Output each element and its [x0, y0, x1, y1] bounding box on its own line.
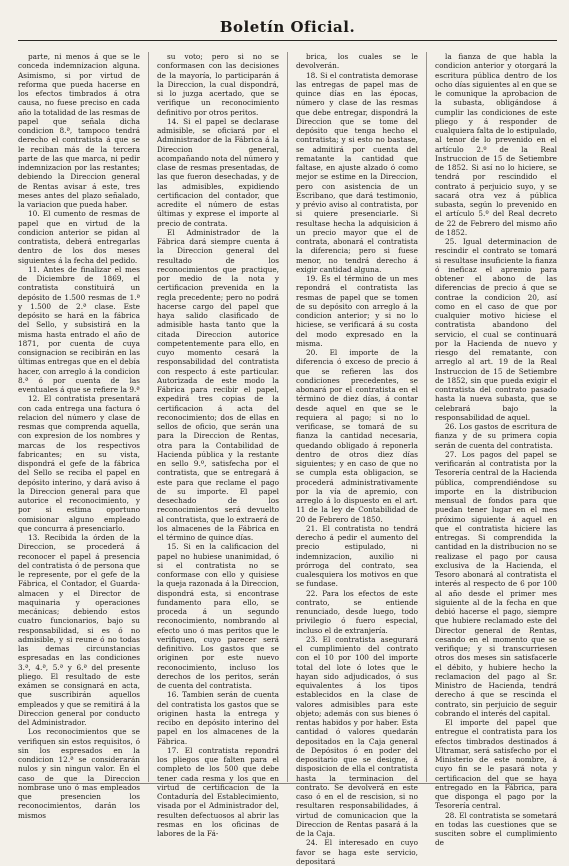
paragraph: 10. El cumento de resmas de papel que en virtud de la condicion anterior se pidan al contratista, deberá entregarlas dentro de los dos meses siguientes á la fecha del pedido.: [18, 209, 140, 265]
paragraph: su voto; pero si no se conformasen con las decisiones de la mayoría, lo participarán á la Direccion, la cual dispondrá, si lo juzga acertado, que se verifique un reconocimiento definitivo por otros peritos.: [157, 52, 279, 117]
paragraph: El Administrador de la Fábrica dará siempre cuenta á la Direccion general del resultado de los reconocimientos que practique, por medio de la nota y certificacion prevenida en la regla precedente; pero no podrá hacerse cargo del papel que haya salido clasificado de admisible hasta tanto que la citada Direccion autorice competentemente para ello, en cuyo momento cesará la responsabilidad del contratista con respecto á este particular. Autorizada de este modo la Fábrica para recibir el papel, expedirá tres copias de la certificacion á acta del reconocimiento; dos de ellas en sellos de oficio, que serán una para la Direccion de Rentas, otra para la Contabilidad de Hacienda pública y la restante en sello 9.º, satisfecha por el contratista, que se entregará á este para que reclame el pago de su importe. El papel desechado de los reconocimientos será devuelto al contratista, que lo extraerá de los almacenes de la Fábrica en el término de quince días.: [157, 227, 279, 542]
column-divider: [148, 52, 149, 782]
paragraph: Los reconocimientos que se verifiquen sin estos requisitos, ó sin los espresados en la condicion 12.ª se considerarán nulos y sin ningun valor. En el caso de que la Direccion nombrase uno ó mas empleados que presencien los reconocimientos, darán los mismos: [18, 727, 140, 820]
paragraph: 16. Tambien serán de cuenta del contratista los gastos que se originen hasta la entrega y recibo en depósito interino del papel en los almacenes de la Fábrica.: [157, 690, 279, 746]
paragraph: 17. El contratista repondrá los pliegos que falten para el completo de los 500 que debe tener cada resma y los que en virtud de certificacion de la Contaduría del Establecimiento, visada por el Administrador del, resulten defectuosos al abrir las resmas en los oficinas de labores de la Fá-: [157, 745, 279, 838]
column-4: [435, 52, 557, 848]
paragraph: brica, los cuales se le devolverán.: [296, 52, 418, 71]
paragraph: 26. Los gastos de escritura de fianza y de su primera copia serán de cuenta del contratista.: [435, 422, 557, 450]
paragraph: 13. Recibida la órden de la Direccion, se procederá á reconocer el papel á presencia del contratista ó de persona que le represente, por el gefe de la Fábrica, el Contador, el Guarda-almacen y el Director de maquinaria y operaciones mecánicas; debiendo estos cuatro funcionarios, bajo su responsabilidad, si es ó no admisible, y si reune ó no todas las demas circunstancias espresadas en las condiciones 3.ª, 4.ª, 5.ª y 6.ª del presente pliego. El resultado de este exámen se consignará en acta, que suscribirán aquellos empleados y que se remitirá á la Direccion general por conducto del Administrador.: [18, 533, 140, 727]
column-1: [18, 52, 140, 820]
page-header: [18, 10, 557, 42]
paragraph: 28. El contratista se sometará en todas las cuestiones que se susciten sobre el cumplimiento de: [435, 810, 557, 848]
paragraph: 21. El contratista no tendrá derecho á pedir el aumento del precio estipulado, ni indemnizacion, auxilio ni prórroga del contrato, sea cualesquiera los motivos en que se fundase.: [296, 523, 418, 589]
paragraph: 19. Es el término de un mes repondrá el contratista las resmas de papel que se tomen de su depósito con arreglo á la condicion anterior; y si no lo hiciese, se verificará á su costa del modo expresado en la misma.: [296, 274, 418, 348]
paragraph: 27. Los pagos del papel se verificarán al contratista por la Tesorería central de la Hacienda pública, comprendiéndose su importe en la distribucion mensual de fondos para que puedan tener lugar en el mes próximo siguiente á aquel en que el contratista hiciere las entregas. Si comprendida la cantidad en la distribucion no se realizase el pago por causa exclusiva de la Hacienda, el Tesoro abonará al contratista el interés al respecto de 6 por 100 al año desde el primer mes siguiente al de la fecha en que debió hacerse el pago, siempre que hubiere reclamado este del Director general de Rentas, cesando en el momento que se verifique; y si transcurriesen otros dos meses sin satisfacerle el débito, y hubiere hecho la reclamacion del pago al Sr. Ministro de Hacienda, tendrá derecho á que se rescinda el contrato, sin perjuicio de seguir cobrando el interés del capital.: [435, 449, 557, 718]
paragraph: 11. Antes de finalizar el mes de Diciembre de 1869, el contratista constituirá un depósito de 1.500 resmas de 1.ª y 1.500 de 2.ª clase. Este depósito se hará en la fábrica del Sello, y subsistirá en la misma hasta entrado el año de 1871, por cuenta de cuya consignacion se recibirán en las últimas entregas que en el debía hacer, con arreglo á la condicion 8.ª ó por cuenta de las eventuales á que se refiere la 9.ª: [18, 264, 140, 394]
paragraph: 22. Para los efectos de este contrato, se entiende renunciado, desde luego, todo privilegio ó fuero especial, incluso el de extranjería.: [296, 588, 418, 635]
paragraph: 25. Igual determinacion de rescindir el contrato se tomará si resultase insuficiente la fianza ó ineficaz el apremio para obtener el abono de las diferencias de precio á que se contrae la condicion 20, así como en el caso de que por cualquier motivo hiciese el contratista abandono del servicio, el cual se continuará por la Hacienda de nuevo y riesgo del rematante, con arreglo al art. 19 de la Real Instruccion de 15 de Setiembre de 1852, sin que pueda exigir el contratista del contrato pasado hasta la nueva subasta, que se celebrará bajo la responsabilidad de aquel.: [435, 237, 557, 422]
paragraph: 14. Si el papel se declarase admisible, se oficiará por el Administrador de la Fábrica á la Direccion general, acompañando nota del número y clase de resmas presentadas, de las que fueron desechadas, y de las admisibles, expidiendo certificacion del contador, que acredite el número de estas últimas y exprese el importe al precio de contrata.: [157, 116, 279, 228]
column-divider: [426, 52, 427, 782]
paragraph: 12. El contratista presentará con cada entrega una factura ó relacion del número y clase de resmas que comprenda aquella, con expresion de los nombres y marcas de los respectivos fabricantes; en su vista, dispondrá el gefe de la fábrica del Sello se reciba el papel en depósito interino, y dará aviso á la Direccion general para que autorice el reconocimiento, y por si estima oportuno comisionar alguno empleado que concurra á presenciarlo.: [18, 394, 140, 533]
paragraph: El importe del papel que entregue el contratista para los efectos timbrados destinados á Ultramar, será satisfecho por el Ministerio de este nombre, á cuyo fin se le pasará nota y certificacion del que se haya entregado en la Fábrica, para que disponga el pago por la Tesorería central.: [435, 718, 557, 811]
footer-rule: [18, 783, 557, 784]
header-rule: [18, 40, 557, 41]
article-columns: [18, 52, 557, 866]
paragraph: 18. Si el contratista demorase las entregas de papel mas de quince días en las épocas, número y clase de las resmas que debe entregar, dispondrá la Direccion que se tome del depósito que tenga hecho el contratista; y si esto no bastase, se admitirá por cuenta del rematante la cantidad que faltase, en ajuste alzado ó como mejor se estime en la Direccion, pero con asistencia de un Escribano, que dará testimonio, y prévio aviso al contratista, por si quiere presenciarle. Si resultase hecha la adquisicion á un precio mayor que el de contrata, abonará el contratista la diferencia; pero si fuese menor, no tendrá derecho á exigir cantidad alguna.: [296, 70, 418, 274]
column-divider: [287, 52, 288, 782]
page-title: Boletín Oficial.: [219, 18, 356, 36]
paragraph: 15. Si en la calificacion del papel no hubiese unanimidad, ó si el contratista no se conformase con ello y quisiese la queja razonada á la Direccion, dispondrá esta, si encontrase fundamento para ello, se proceda á un segundo reconocimiento, nombrando al efecto uno ó mas peritos que le verifiquen, cuyo parecer será definitivo. Los gastos que se originen por este nuevo reconocimiento, incluso los derechos de los peritos, serán de cuenta del contratista.: [157, 542, 279, 690]
paragraph: parte, ni menos á que se le conceda indemnizacion alguna. Asimismo, si por virtud de reforma que pueda hacerse en los efectos timbrados á otra causa, no fuese preciso en cada año la totalidad de las resmas de papel que señala dicha condicion 8.ª, tampoco tendrá derecho el contratista á que se le reciban más de la tercera parte de las que marca, ni pedir indemnizacion por las restantes; debiendo la Direccion general de Rentas avisar á este, tres meses antes del plazo señalado, la variacion que pueda haber.: [18, 52, 140, 209]
paragraph: 20. El importe de la diferencia ó exceso de precio á que se refieren las dos condiciones precedentes, se abonará por el contratista en el término de diez días, á contar desde aquel en que se le requiera al pago; si no lo verificase, se tomará de su fianza la cantidad necesaria, quedando obligado á reponerla dentro de otros diez días siguientes; y en caso de que no se cumpla esta obligacion, se procederá administrativamente por la vía de apremio, con arreglo á lo dispuesto en el art. 11 de la ley de Contabilidad de 20 de Febrero de 1850.: [296, 348, 418, 524]
paragraph: la fianza de que habla la condicion anterior y otorgará la escritura pública dentro de los ocho días siguientes al en que se le comunique la aprobacion de la subasta, obligándose á cumplir las condiciones de este pliego y á responder de cualquiera falta de lo estipulado, al tenor de lo prevenido en el artículo 2.º de la Real Instruccion de 15 de Setiembre de 1852. Si así no lo hiciere, se tendrá por rescindido el contrato á perjuicio suyo, y se sacará otra vez á pública subasta, según lo prevenido en el artículo 5.º del Real decreto de 22 de Febrero del mismo año de 1852.: [435, 52, 557, 237]
paragraph: 23. El contratista asegurará el cumplimiento del contrato con el 10 por 100 del importe total del lote ó lotes que le hayan sido adjudicados, ó sus equivalentes á los tipos establecidos en la clase de valores admisibles para este objeto; además con sus bienes ó rentas habidos y por haber. Esta cantidad ó valores quedarán depositados en la Caja general de Depósitos ó en poder del depositario que se designe, á disposicion de ella el contratista hasta la terminacion del contrato. Se devolverá en este caso ó en el de rescision, si no resultaren responsabilidades, á virtud de comunicacion que la Direccion de Rentas pasará á la de la Caja.: [296, 634, 418, 838]
column-2: [157, 52, 279, 838]
column-3: [296, 52, 418, 866]
paragraph: 24. El interesado en cuyo favor se haga este servicio, depositará: [296, 838, 418, 866]
